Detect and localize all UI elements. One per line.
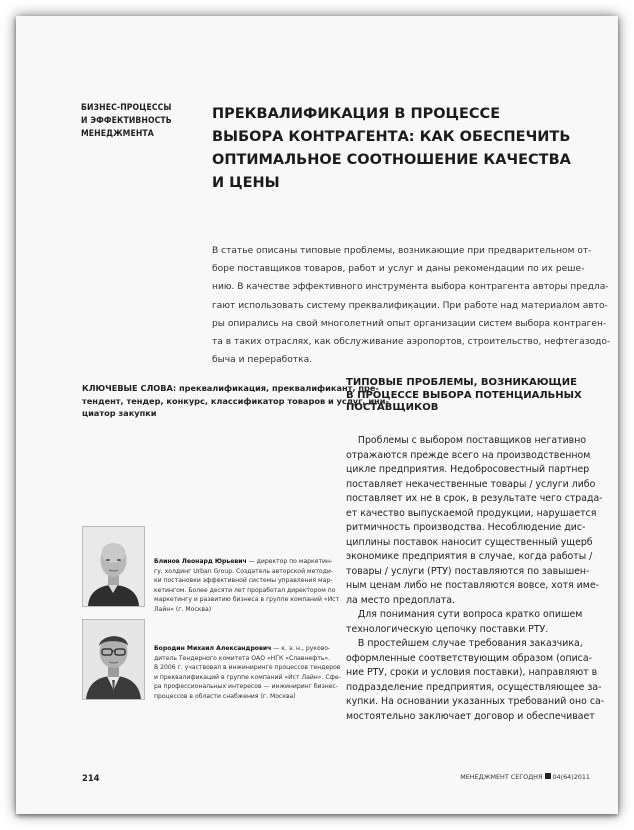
- author-name: Блинов Леонард Юрьевич: [154, 558, 247, 565]
- journal-footer: [458, 773, 590, 781]
- body-line: мостоятельно заключает договор и обеспечивает: [346, 710, 595, 722]
- portrait-bald-man-icon: [83, 527, 144, 606]
- author-bio-line: кетингом. Более десяти лет проработал директором по: [154, 586, 336, 594]
- keywords-line: циатор закупки: [82, 408, 157, 418]
- abstract-line: нию. В качестве эффективного инструмента выбора контрагента авторы предла-: [212, 282, 609, 293]
- body-line: товары / услуги (РТУ) поставляются по завышен-: [346, 565, 590, 577]
- author-bio-line: и преквалификаций в группе компаний «Ист Лайн». Сфе-: [154, 673, 341, 681]
- section-heading: [346, 377, 596, 415]
- author-bio: [154, 557, 354, 615]
- portrait-man-glasses-icon: [83, 620, 144, 699]
- keywords-line: КЛЮЧЕВЫЕ СЛОВА: преквалификация, преквалификант, пре-: [82, 383, 379, 393]
- body-line: В простейшем случае требования заказчика,: [346, 638, 583, 649]
- author-bio: [154, 644, 354, 702]
- body-line: экономике предприятия в случае, когда работы /: [346, 551, 593, 562]
- author-photo: [82, 619, 145, 700]
- body-line: Проблемы с выбором поставщиков негативно: [346, 435, 587, 446]
- section-heading-line: ПОСТАВЩИКОВ: [346, 402, 439, 414]
- author-bio-line: гу, холдинг Urban Group. Создатель авторской методи-: [154, 567, 334, 575]
- author-name: Бородин Михаил Александрович: [154, 645, 272, 652]
- author-bio-line: Лайн» (г. Москва): [154, 605, 212, 613]
- article-title-line: ВЫБОРА КОНТРАГЕНТА: КАК ОБЕСПЕЧИТЬ: [212, 129, 571, 145]
- body-line: цикле предприятия. Недобросовестный партнер: [346, 464, 590, 475]
- body-line: поставляет их не в срок, в результате чего страда-: [346, 493, 603, 504]
- abstract-line: боре поставщиков товаров, работ и услуг и даны рекомендации по их реше-: [212, 264, 585, 275]
- magazine-page: [16, 16, 618, 814]
- author-bio-line: маркетингу и развитию бизнеса в группе компаний «Ист: [154, 596, 340, 604]
- square-bullet-icon: [545, 773, 551, 779]
- keywords: [82, 382, 389, 420]
- journal-issue: 04(64)2011: [552, 773, 590, 781]
- body-line: оформленные соответствующим образом (описа-: [346, 652, 592, 664]
- author-bio-text: — к. э. н., руково-: [271, 645, 331, 652]
- section-heading-line: ТИПОВЫЕ ПРОБЛЕМЫ, ВОЗНИКАЮЩИЕ: [346, 377, 577, 388]
- body-line: поставляет некачественные товары / услуги либо: [346, 478, 596, 490]
- abstract-line: гают использовать систему преквалификации. При работе над материалом авто-: [212, 300, 608, 311]
- body-line: купки. На основании указанных требований оно са-: [346, 696, 605, 707]
- journal-name: МЕНЕДЖМЕНТ СЕГОДНЯ: [460, 773, 543, 781]
- section-label-line: И ЭФФЕКТИВНОСТЬ: [81, 116, 172, 126]
- section-label-line: МЕНЕДЖМЕНТА: [81, 129, 154, 139]
- article-title-line: ПРЕКВАЛИФИКАЦИЯ В ПРОЦЕССЕ: [212, 106, 501, 122]
- body-line: ние РТУ, сроки и условия поставки), направляют в: [346, 667, 598, 678]
- body-line: подразделение предприятия, осуществляющее за-: [346, 681, 602, 693]
- body-line: ритмичность производства. Несоблюдение дис-: [346, 522, 586, 533]
- article-title: [212, 103, 602, 195]
- section-label: [81, 102, 191, 141]
- author-bio-text: — директор по маркетин-: [246, 558, 333, 565]
- section-label-line: БИЗНЕС-ПРОЦЕССЫ: [81, 103, 172, 113]
- abstract-line: В статье описаны типовые проблемы, возникающие при предварительном от-: [212, 246, 592, 256]
- abstract-line: та в таких отраслях, как обслуживание аэропортов, строительство, нефтегазодо-: [212, 337, 611, 348]
- keywords-line: тендент, тендер, конкурс, классификатор товаров и услуг, ини-: [82, 395, 389, 406]
- body-line: технологическую цепочку поставки РТУ.: [346, 623, 549, 635]
- abstract-line: быча и переработка.: [212, 355, 313, 366]
- body-line: ет качество выпускаемой продукции, нарушается: [346, 507, 597, 519]
- body-line: отражаются прежде всего на производственном: [346, 449, 591, 461]
- author-bio-line: ра профессиональных интересов — инжиниринг бизнес-: [154, 683, 339, 691]
- abstract-line: ры опирались на свой многолетний опыт организации систем выбора контраген-: [212, 318, 607, 329]
- article-title-line: ОПТИМАЛЬНОЕ СООТНОШЕНИЕ КАЧЕСТВА: [212, 152, 571, 168]
- page-number: 214: [82, 773, 100, 783]
- author-bio-line: процессов в области снабжения (г. Москва): [154, 692, 296, 700]
- author-bio-line: дитель Тендерного комитета ОАО «НГК «Славнефть».: [154, 654, 331, 662]
- body-line: Для понимания сути вопроса кратко опишем: [346, 609, 583, 620]
- body-line: ла место предоплата.: [346, 594, 456, 606]
- body-line: циплины поставок наносит существенный ущерб: [346, 536, 593, 548]
- body-text: [346, 434, 605, 724]
- body-line: ным ценам либо не поставляются вовсе, хотя име-: [346, 580, 599, 591]
- article-abstract: [212, 242, 611, 369]
- author-bio-line: В 2006 г. участвовал в инжиниринге процессов тендеров: [154, 664, 341, 672]
- author-bio-line: ки постановки эффективной системы управления мар-: [154, 577, 333, 585]
- section-heading-line: В ПРОЦЕССЕ ВЫБОРА ПОТЕНЦИАЛЬНЫХ: [346, 389, 582, 401]
- author-photo: [82, 526, 145, 607]
- article-title-line: И ЦЕНЫ: [212, 175, 280, 191]
